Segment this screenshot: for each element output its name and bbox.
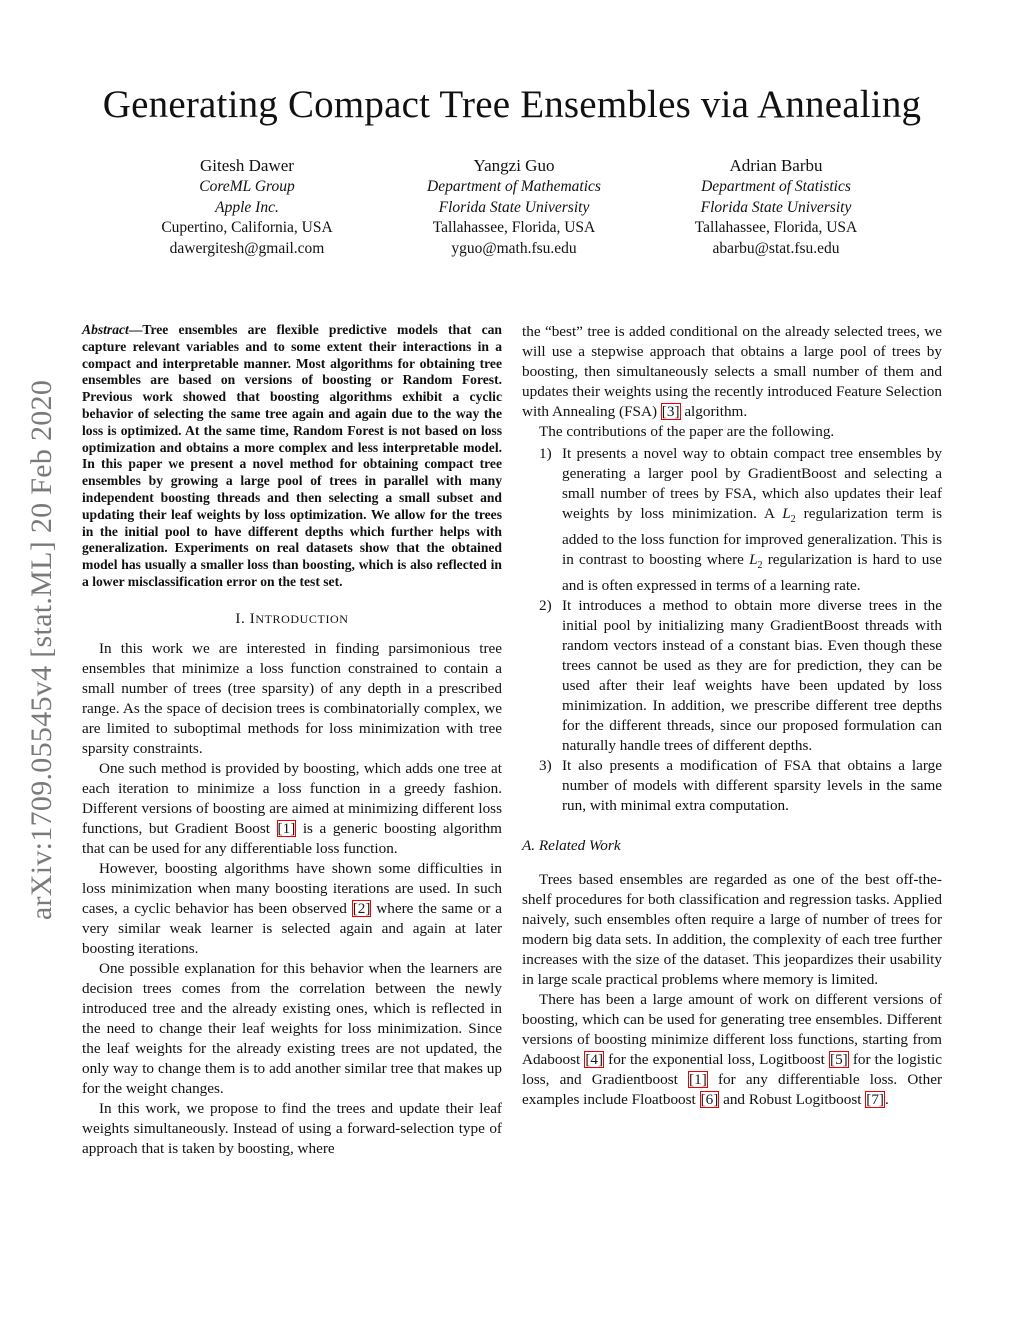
list-item: 3) It also presents a modification of FSA that obtains a large number of models with different sparsity levels in the same run, with minimal extra computation. [539,757,942,815]
paragraph: One possible explanation for this behavior when the learners are decision trees comes from the correlation between the newly introduced tree and the already existing ones, which is reflected in the need to change their leaf weights for loss minimization. Since the leaf weights for the already existing trees are not updated, the only way to change them is to add another similar tree that makes up for the weight changes. [82,959,502,1097]
list-item: 2) It introduces a method to obtain more diverse trees in the initial pool by initializing many GradientBoost threads with random vectors instead of a constant bias. Even though these trees cannot be used as they are for prediction, they can be used after their leaf weights have been updated by loss minimization. In addition, we prescribe different tree depths for the different threads, since our proposed formulation can naturally handle trees of different depths. [539,597,942,755]
author-3 [626,155,926,259]
paragraph: In this work we are interested in finding parsimonious tree ensembles that minimize a loss function constrained to contain a small number of trees (tree sparsity) of any depth in a prescribed range. As the space of decision trees is combinatorially complex, we are limited to suboptimal methods for loss minimization with tree sparsity constraints. [82,639,502,757]
author-name: Gitesh Dawer [200,156,294,175]
author-institution: Florida State University [438,198,590,216]
paragraph: The contributions of the paper are the following. [539,423,835,440]
citation-link[interactable]: [2] [352,899,371,917]
paragraph: Trees based ensembles are regarded as one of the best off-the-shelf procedures for both classification and regression tasks. Applied naively, such ensembles often require a large of number of trees for modern big data sets. In addition, the complexity of each tree further increases with the size of the dataset. This jeopardizes their usability in large scale practical problems where memory is limited. [522,871,942,989]
subsection-heading: A. Related Work [522,837,621,855]
abstract [82,322,502,591]
author-email[interactable]: abarbu@stat.fsu.edu [712,239,840,257]
arxiv-stamp [22,340,62,960]
left-column [82,322,502,1159]
contribution-list [522,444,942,816]
author-name: Yangzi Guo [473,156,555,175]
author-location: Tallahassee, Florida, USA [694,219,858,236]
citation-link[interactable]: [6] [700,1091,719,1109]
citation-link[interactable]: [7] [866,1091,884,1109]
author-email[interactable]: dawergitesh@gmail.com [169,239,325,257]
paragraph: However, boosting algorithms have shown some difficulties in loss minimization when many boosting iterations are used. In such cases, a cyclic behavior has been observed [2] where the same or a very similar weak learner is selected again and again at later boosting iterations. [82,859,502,957]
citation-link[interactable]: [3] [661,403,680,420]
abstract-label: Abstract [82,322,129,337]
author-1 [97,155,397,259]
author-institution: Apple Inc. [215,198,279,216]
author-location: Cupertino, California, USA [161,219,333,236]
author-2 [364,155,664,259]
citation-link[interactable]: [4] [585,1051,604,1069]
author-location: Tallahassee, Florida, USA [432,219,596,236]
paragraph: the “best” tree is added conditional on the already selected trees, we will use a stepwise approach that obtains a large pool of trees by boosting, then simultaneously selects a small number of them and updates their weights using the recently introduced Feature Selection with Annealing (FSA) [3] algorithm. [522,323,942,420]
math-l2: $L_2$ [749,551,763,572]
paragraph: There has been a large amount of work on different versions of boosting, which can be used for generating tree ensembles. Different versions of boosting minimize different loss functions, starting from Adaboost [4] for the exponential loss, Logitboost [5] for the logistic loss, and Gradientboost [1] for any differentiable loss. Other examples include Floatboost [6] and Robust Logitboost [7]. [522,991,943,1109]
citation-link[interactable]: [1] [277,819,296,837]
author-institution: Florida State University [700,198,852,216]
list-item: 1) It presents a novel way to obtain compact tree ensembles by generating a larger pool by GradientBoost and selecting a small number of trees by FSA, which also updates their leaf weights by loss minimization. A $L_2$ regularization term is added to the loss function for improved generalization. This is in contrast to boosting where $L_2$ regularization is hard to use and is often expressed in terms of a learning rate. [539,445,942,595]
section-heading-introduction: I. INTRODUCTION [235,610,349,627]
author-affiliation: CoreML Group [199,178,295,195]
citation-link[interactable]: [1] [689,1071,707,1089]
paragraph: In this work, we propose to find the trees and update their leaf weights simultaneously. Instead of using a forward-selection type of approach that is taken by boosting, where [82,1099,502,1157]
author-name: Adrian Barbu [729,156,823,175]
paragraph: One such method is provided by boosting, which adds one tree at each iteration to minimize a loss function in a greedy fashion. Different versions of boosting are aimed at minimizing different loss functions, but Gradient Boost [1] is a generic boosting algorithm that can be used for any differentiable loss function. [82,759,502,857]
arxiv-id: arXiv:1709.05545v4 [stat.ML] 20 Feb 2020 [25,379,58,921]
author-affiliation: Department of Mathematics [427,178,601,195]
paper-title: Generating Compact Tree Ensembles via Annealing [102,83,922,126]
right-column [522,322,942,1110]
author-affiliation: Department of Statistics [701,178,851,195]
citation-link[interactable]: [5] [830,1051,848,1069]
author-email[interactable]: yguo@math.fsu.edu [451,239,577,257]
math-l2: $L_2$ [782,505,796,526]
abstract-text: —Tree ensembles are flexible predictive models that can capture relevant variables and to some extent their interactions in a compact and interpretable manner. Most algorithms for obtaining tree ensembles are based on versions of boosting or Random Forest. Previous work showed that boosting algorithms exhibit a cyclic behavior of selecting the same tree again and again due to the way the loss is optimized. At the same time, Random Forest is not based on loss optimization and obtains a more complex and less interpretable model. In this paper we present a novel method for obtaining compact tree ensembles by growing a large pool of trees in parallel with many independent boosting threads and then selecting a small subset and updating their leaf weights by loss optimization. We allow for the trees in the initial pool to have different depths which further helps with generalization. Experiments on real datasets show that the obtained model has usually a smaller loss than boosting, which is also reflected in a lower misclassification error on the test set. [82,322,502,589]
